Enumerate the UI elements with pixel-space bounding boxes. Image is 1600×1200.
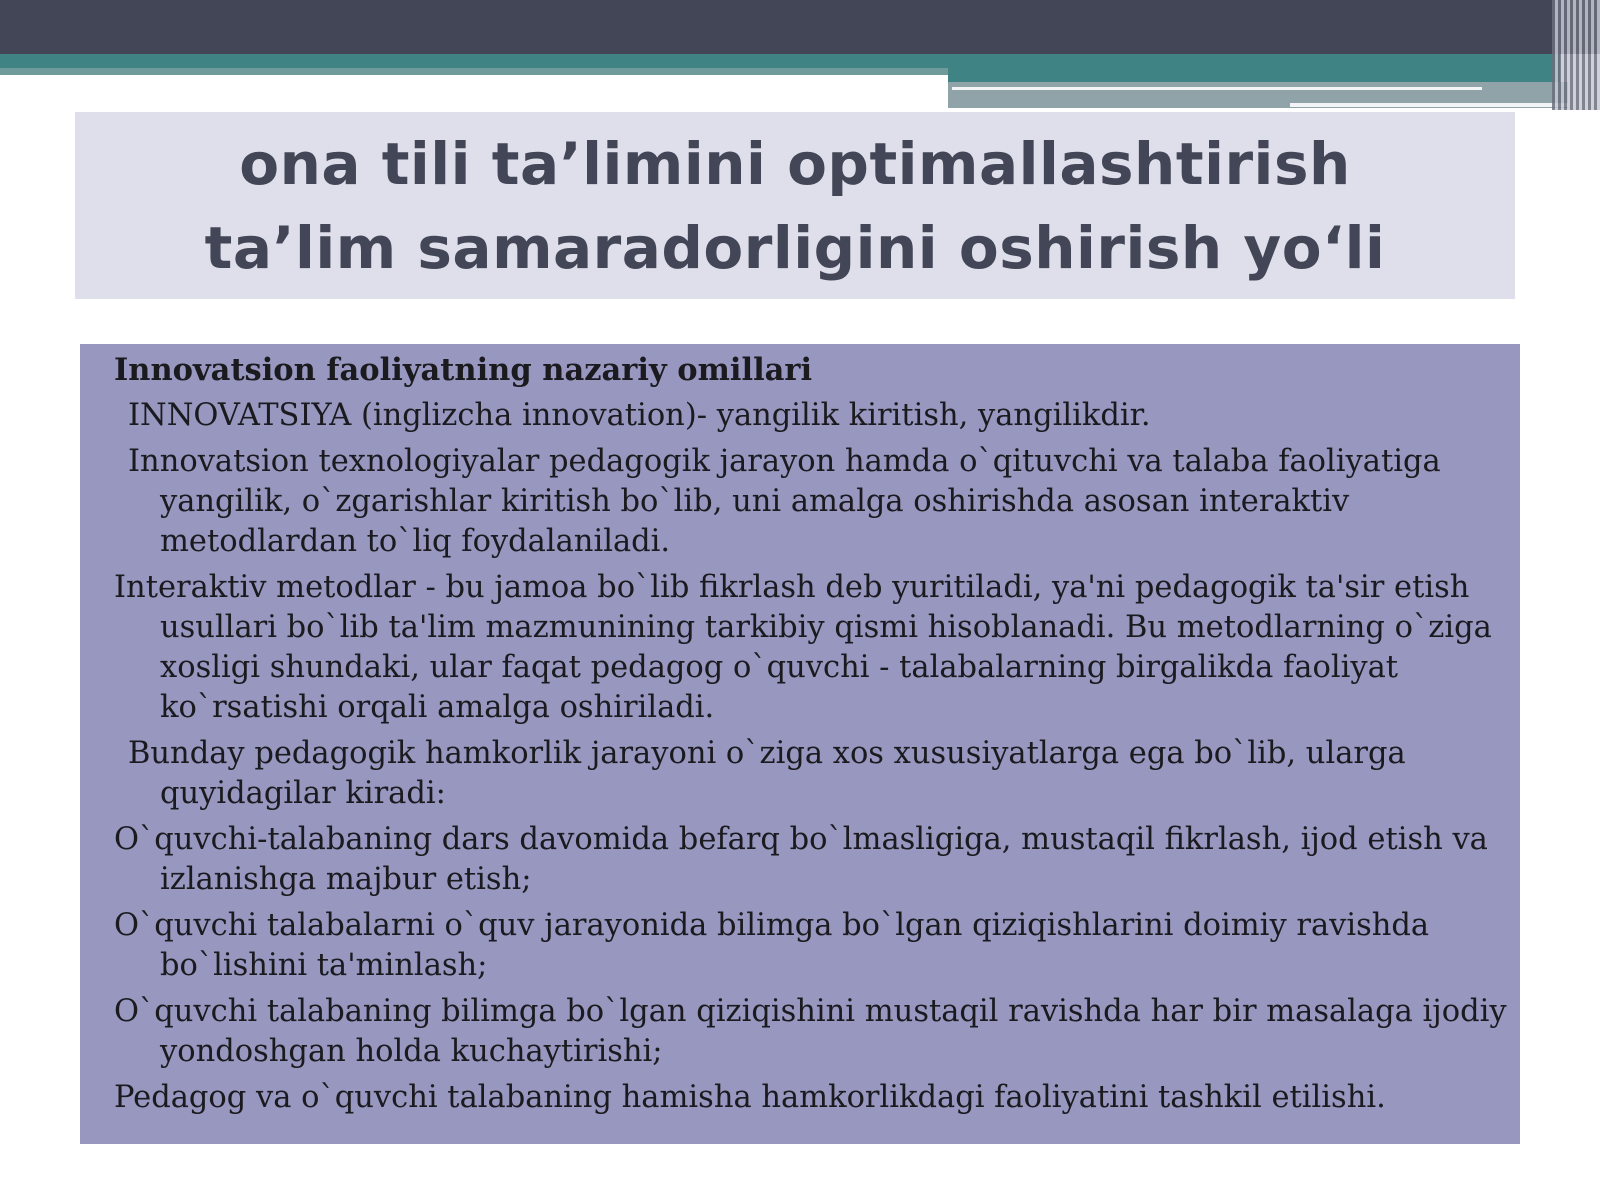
teal-accent-band [0, 54, 1560, 68]
title-line-1: ona tili ta’limini optimallashtirish [239, 129, 1351, 198]
accent-line [952, 87, 1482, 90]
paragraph: Innovatsion texnologiyalar pedagogik jarayon hamda o`qituvchi va talaba faoliyatiga yangilik, o`zgarishlar kiritish bo`lib, uni amalga oshirishda asosan interaktiv metodlardan to`liq foydalaniladi. [128, 444, 1441, 559]
edge-stripes [1552, 0, 1600, 110]
content-text [114, 350, 1514, 1124]
teal-band-shadow [0, 68, 948, 75]
teal-right-block [948, 68, 1560, 82]
title-line-2: ta’lim samaradorligini oshirish yo‘li [204, 213, 1386, 282]
slide-title [75, 112, 1515, 299]
list-item: O`quvchi talabaning bilimga bo`lgan qiziqishini mustaqil ravishda har bir masalaga ijodiy yondoshgan holda kuchaytirishi; [114, 994, 1507, 1069]
content-panel [80, 344, 1520, 1144]
list-item: Pedagog va o`quvchi talabaning hamisha hamkorlikdagi faoliyatini tashkil etilishi. [114, 1080, 1386, 1115]
paragraph: Bunday pedagogik hamkorlik jarayoni o`ziga xos xususiyatlarga ega bo`lib, ularga quyidagilar kiradi: [128, 736, 1406, 811]
list-item: O`quvchi-talabaning dars davomida befarq bo`lmasligiga, mustaqil fikrlash, ijod etish va izlanishga majbur etish; [114, 822, 1488, 897]
top-decorative-bar [0, 0, 1600, 54]
paragraph: Interaktiv metodlar - bu jamoa bo`lib fikrlash deb yuritiladi, ya'ni pedagogik ta'sir etish usullari bo`lib ta'lim mazmunining tarkibiy qismi hisoblanadi. Bu metodlarning o`ziga xosligi shundaki, ular faqat pedagog o`quvchi - talabalarning birgalikda faoliyat ko`rsatishi orqali amalga oshiriladi. [114, 570, 1492, 725]
list-item: O`quvchi talabalarni o`quv jarayonida bilimga bo`lgan qiziqishlarini doimiy ravishda bo`lishini ta'minlash; [114, 908, 1430, 983]
paragraph: INNOVATSIYA (inglizcha innovation)- yangilik kiritish, yangilikdir. [128, 398, 1151, 433]
accent-line [1290, 103, 1568, 107]
content-heading: Innovatsion faoliyatning nazariy omillari [114, 352, 813, 388]
